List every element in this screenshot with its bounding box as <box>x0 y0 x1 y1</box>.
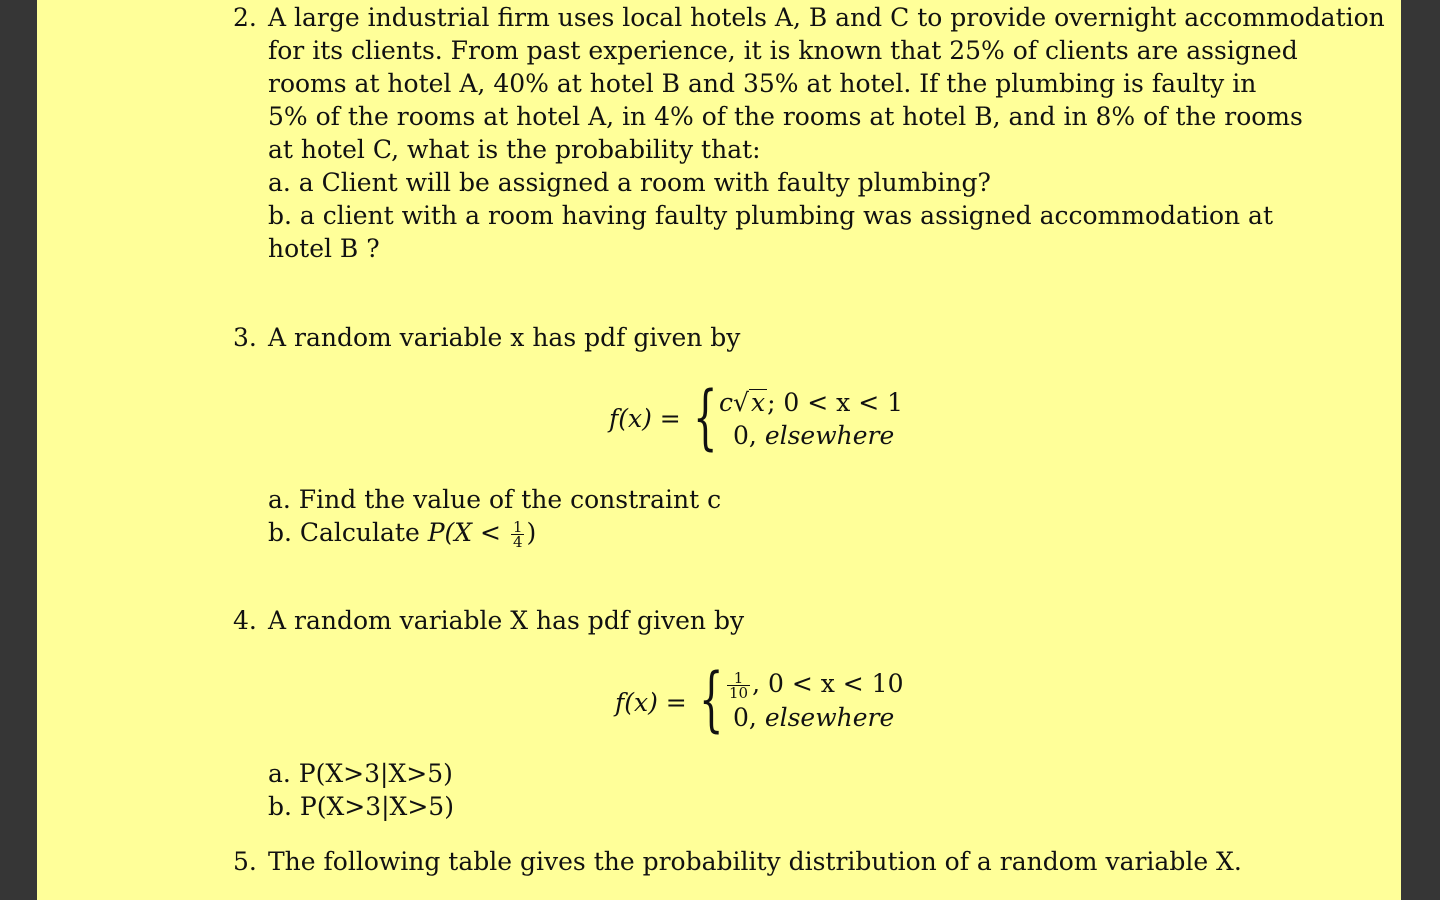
question-4-parts <box>233 757 1243 823</box>
question-3 <box>233 321 1243 354</box>
question-2 <box>233 1 1385 265</box>
question-2-line-2: for its clients. From past experience, it is known that 25% of clients are assigned <box>268 36 1298 65</box>
question-number: 5. <box>233 847 257 876</box>
question-3-parts <box>233 483 1243 549</box>
question-4-part-b: b. P(X>3|X>5) <box>268 792 454 821</box>
question-2-line-5: at hotel C, what is the probability that: <box>268 135 761 164</box>
equation-lhs: f(x) = <box>615 688 687 717</box>
brace-symbol: { <box>699 658 724 740</box>
question-3-text: A random variable x has pdf given by <box>268 323 741 352</box>
question-number: 3. <box>233 323 257 352</box>
fraction: $\frac{1}{4}$ <box>512 518 523 551</box>
question-2-line-3: rooms at hotel A, 40% at hotel B and 35% at hotel. If the plumbing is faulty in <box>268 69 1257 98</box>
question-2-part-b-cont: hotel B ? <box>268 234 380 263</box>
question-number: 2. <box>233 3 257 32</box>
question-2-part-b: b. a client with a room having faulty plumbing was assigned accommodation at <box>268 201 1273 230</box>
question-4-text: A random variable X has pdf given by <box>268 606 745 635</box>
question-3-part-a: a. Find the value of the constraint c <box>268 485 722 514</box>
question-3-part-b: b. Calculate P(X < $\frac{1}{4}$ ) <box>268 518 537 551</box>
equation-case-2: 0, elsewhere <box>733 703 895 732</box>
question-2-line-1: A large industrial firm uses local hotels A, B and C to provide overnight accommodation <box>268 3 1385 32</box>
question-number: 4. <box>233 606 257 635</box>
pdf-equation-q3 <box>609 376 929 466</box>
fraction: $\frac{1}{10}$ <box>729 669 749 702</box>
question-2-line-4: 5% of the rooms at hotel A, in 4% of the rooms at hotel B, and in 8% of the rooms <box>268 102 1303 131</box>
pdf-equation-q4 <box>615 658 935 748</box>
equation-lhs: f(x) = <box>609 404 681 433</box>
question-4 <box>233 604 1243 637</box>
question-2-part-a: a. a Client will be assigned a room with faulty plumbing? <box>268 168 991 197</box>
equation-case-1: $\frac{1}{10}$ , 0 < x < 10 <box>729 669 904 702</box>
sqrt-symbol: √x <box>733 388 766 417</box>
document-page <box>37 0 1401 900</box>
question-5-text: The following table gives the probability distribution of a random variable X. <box>268 847 1242 876</box>
equation-case-2: 0, elsewhere <box>733 421 895 450</box>
equation-case-1: c√x; 0 < x < 1 <box>719 388 904 417</box>
brace-symbol: { <box>693 376 718 458</box>
question-5 <box>233 845 1243 878</box>
question-4-part-a: a. P(X>3|X>5) <box>268 759 453 788</box>
